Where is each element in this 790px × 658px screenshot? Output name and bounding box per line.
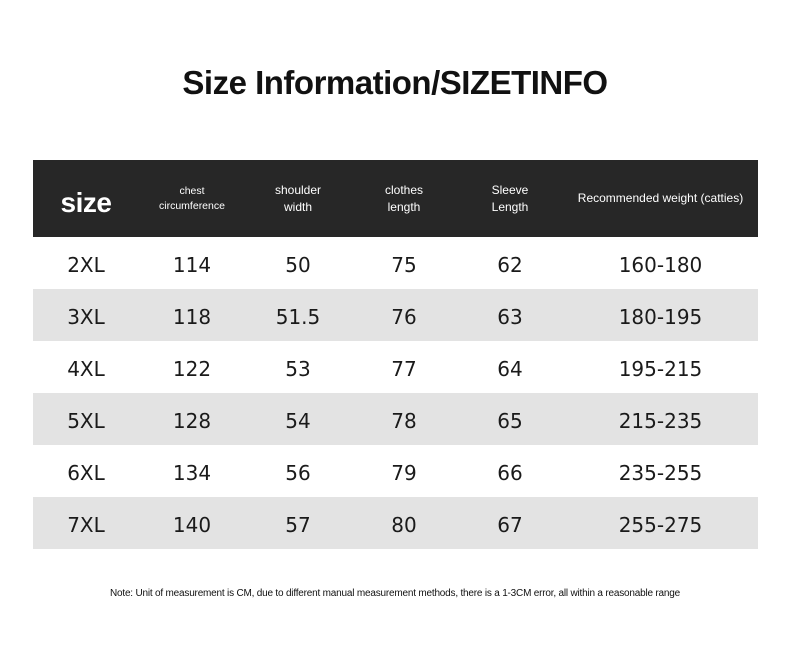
cell-chest: 122 [172, 356, 212, 381]
cell-chest: 114 [172, 252, 212, 277]
measurement-note: Note: Unit of measurement is CM, due to different manual measurement methods, there is a 1-3CM error, all within a reasonable range [109, 588, 681, 599]
cell-sleeve: 67 [497, 512, 523, 537]
cell-size: 5XL [67, 408, 105, 433]
header-sleeve-line-1: Sleeve [491, 182, 529, 197]
size-table [33, 160, 758, 549]
table-row [33, 445, 758, 497]
header-sleeve-line-2: Length [491, 199, 529, 214]
header-size [33, 179, 139, 219]
header-weight-label: Recommended weight (catties) [577, 191, 744, 205]
cell-sleeve: 64 [497, 356, 523, 381]
cell-chest: 134 [172, 460, 212, 485]
cell-sleeve: 63 [497, 304, 523, 329]
cell-length: 80 [391, 512, 417, 537]
table-row [33, 341, 758, 393]
table-row [33, 393, 758, 445]
cell-length: 79 [391, 460, 417, 485]
cell-sleeve: 62 [497, 252, 523, 277]
header-shoulder-line-2: width [283, 199, 312, 214]
cell-size: 6XL [67, 460, 105, 485]
cell-size: 3XL [67, 304, 105, 329]
header-size-label: size [60, 186, 112, 218]
cell-length: 77 [391, 356, 417, 381]
table-row [33, 237, 758, 289]
cell-weight: 235-255 [618, 460, 703, 485]
cell-shoulder: 56 [285, 460, 311, 485]
header-shoulder-line-1: shoulder [274, 182, 322, 197]
cell-sleeve: 66 [497, 460, 523, 485]
header-clothes-length [351, 182, 457, 216]
cell-length: 78 [391, 408, 417, 433]
table-header-row [33, 160, 758, 237]
header-recommended-weight [563, 190, 758, 207]
header-clothes-line-2: length [387, 199, 421, 214]
header-chest-circumference [139, 184, 245, 214]
cell-shoulder: 51.5 [275, 304, 321, 329]
cell-weight: 160-180 [618, 252, 703, 277]
cell-weight: 180-195 [618, 304, 703, 329]
table-row [33, 497, 758, 549]
cell-shoulder: 54 [285, 408, 311, 433]
cell-sleeve: 65 [497, 408, 523, 433]
cell-length: 76 [391, 304, 417, 329]
cell-chest: 140 [172, 512, 212, 537]
header-clothes-line-1: clothes [384, 182, 424, 197]
cell-chest: 128 [172, 408, 212, 433]
cell-weight: 195-215 [618, 356, 703, 381]
cell-shoulder: 50 [285, 252, 311, 277]
cell-size: 4XL [67, 356, 105, 381]
cell-shoulder: 53 [285, 356, 311, 381]
header-sleeve-length [457, 182, 563, 216]
cell-weight: 215-235 [618, 408, 703, 433]
header-chest-line-2: circumference [159, 199, 225, 212]
table-row [33, 289, 758, 341]
cell-length: 75 [391, 252, 417, 277]
cell-size: 2XL [67, 252, 105, 277]
cell-chest: 118 [172, 304, 212, 329]
header-chest-line-1: chest [179, 184, 205, 197]
page-title: Size Information/SIZETINFO [182, 64, 608, 101]
cell-shoulder: 57 [285, 512, 311, 537]
header-shoulder-width [245, 182, 351, 216]
cell-weight: 255-275 [618, 512, 703, 537]
cell-size: 7XL [67, 512, 105, 537]
